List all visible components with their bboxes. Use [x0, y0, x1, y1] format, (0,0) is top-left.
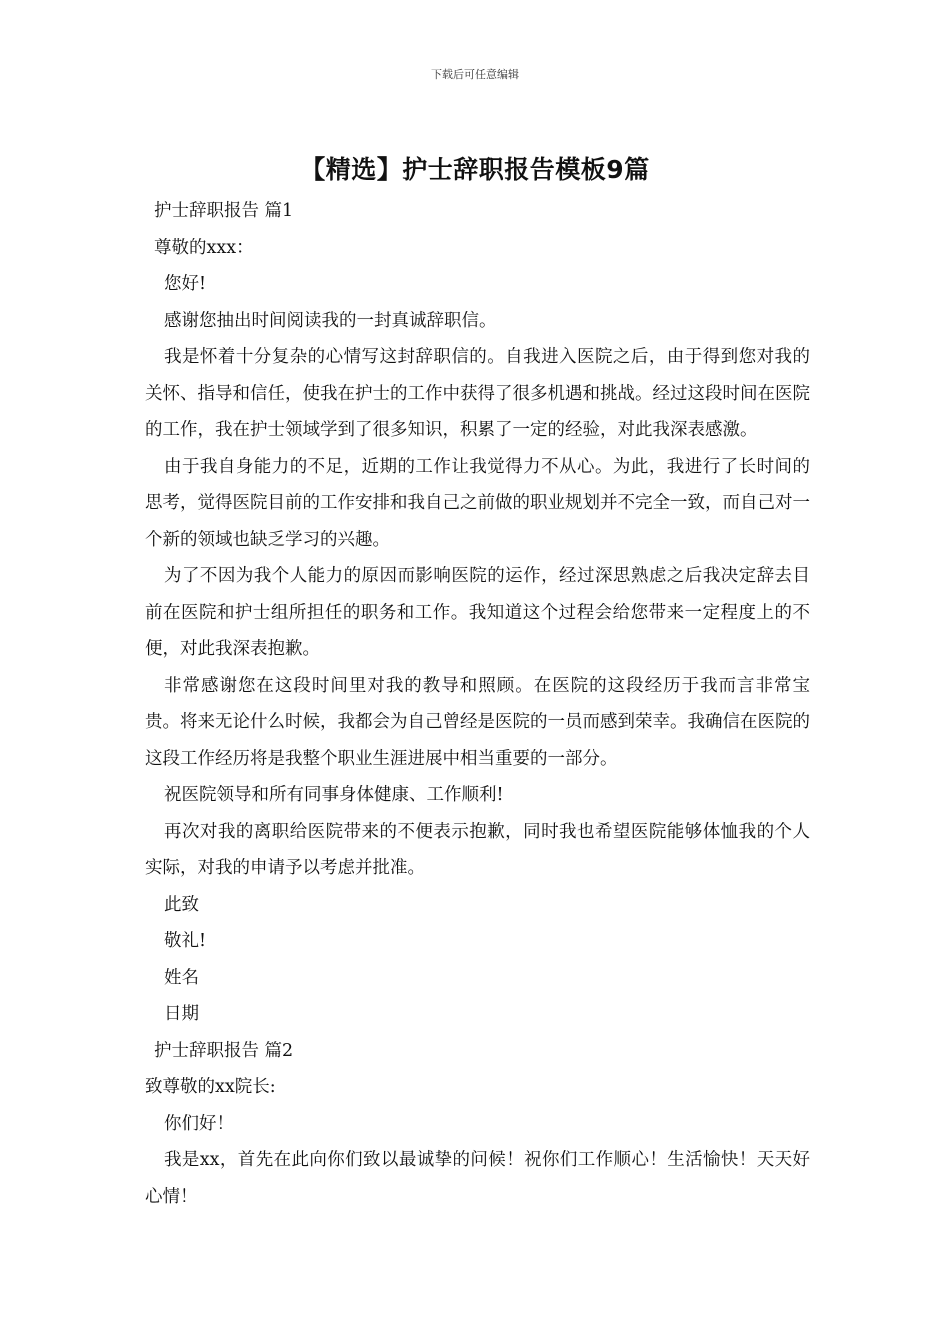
paragraph: 非常感谢您在这段时间里对我的教导和照顾。在医院的这段经历于我而言非常宝贵。将来无论什么时候，我都会为自己曾经是医院的一员而感到荣幸。我确信在医院的这段工作经历将是我整个职业生涯进展中相当重要的一部分。: [145, 675, 810, 769]
salutation: 致尊敬的xx院长:: [145, 1077, 276, 1097]
section-heading: 护士辞职报告 篇2: [154, 1040, 294, 1061]
paragraph: 祝医院领导和所有同事身体健康、工作顺利!: [164, 785, 504, 805]
salutation: 尊敬的xxx：: [154, 237, 254, 258]
signature-date: 日期: [164, 1004, 199, 1024]
greeting: 你们好！: [164, 1113, 234, 1134]
paragraph: 再次对我的离职给医院带来的不便表示抱歉，同时我也希望医院能够体恤我的个人实际，对我的申请予以考虑并批准。: [145, 821, 810, 878]
paragraph: 由于我自身能力的不足，近期的工作让我觉得力不从心。为此，我进行了长时间的思考，觉得医院目前的工作安排和我自己之前做的职业规划并不完全一致，而自己对一个新的领域也缺乏学习的兴趣。: [145, 456, 810, 550]
closing-line: 敬礼!: [164, 931, 207, 951]
paragraph: 感谢您抽出时间阅读我的一封真诚辞职信。: [164, 310, 497, 331]
paragraph: 我是怀着十分复杂的心情写这封辞职信的。自我进入医院之后，由于得到您对我的关怀、指导和信任，使我在护士的工作中获得了很多机遇和挑战。经过这段时间在医院的工作，我在护士领域学到了很多知识，积累了一定的经验，对此我深表感激。: [145, 347, 810, 440]
document-title: 【精选】护士辞职报告模板9篇: [300, 155, 650, 184]
greeting: 您好!: [164, 274, 207, 294]
paragraph: 我是xx，首先在此向你们致以最诚挚的问候！祝你们工作顺心！生活愉快！天天好心情！: [145, 1150, 810, 1207]
section-heading: 护士辞职报告 篇1: [154, 201, 294, 221]
document-body: [145, 193, 810, 1215]
paragraph: 为了不因为我个人能力的原因而影响医院的运作，经过深思熟虑之后我决定辞去目前在医院和护士组所担任的职务和工作。我知道这个过程会给您带来一定程度上的不便，对此我深表抱歉。: [145, 566, 810, 659]
closing-line: 此致: [164, 894, 199, 915]
header-note: 下载后可任意编辑: [431, 68, 519, 81]
signature-name: 姓名: [164, 967, 199, 988]
